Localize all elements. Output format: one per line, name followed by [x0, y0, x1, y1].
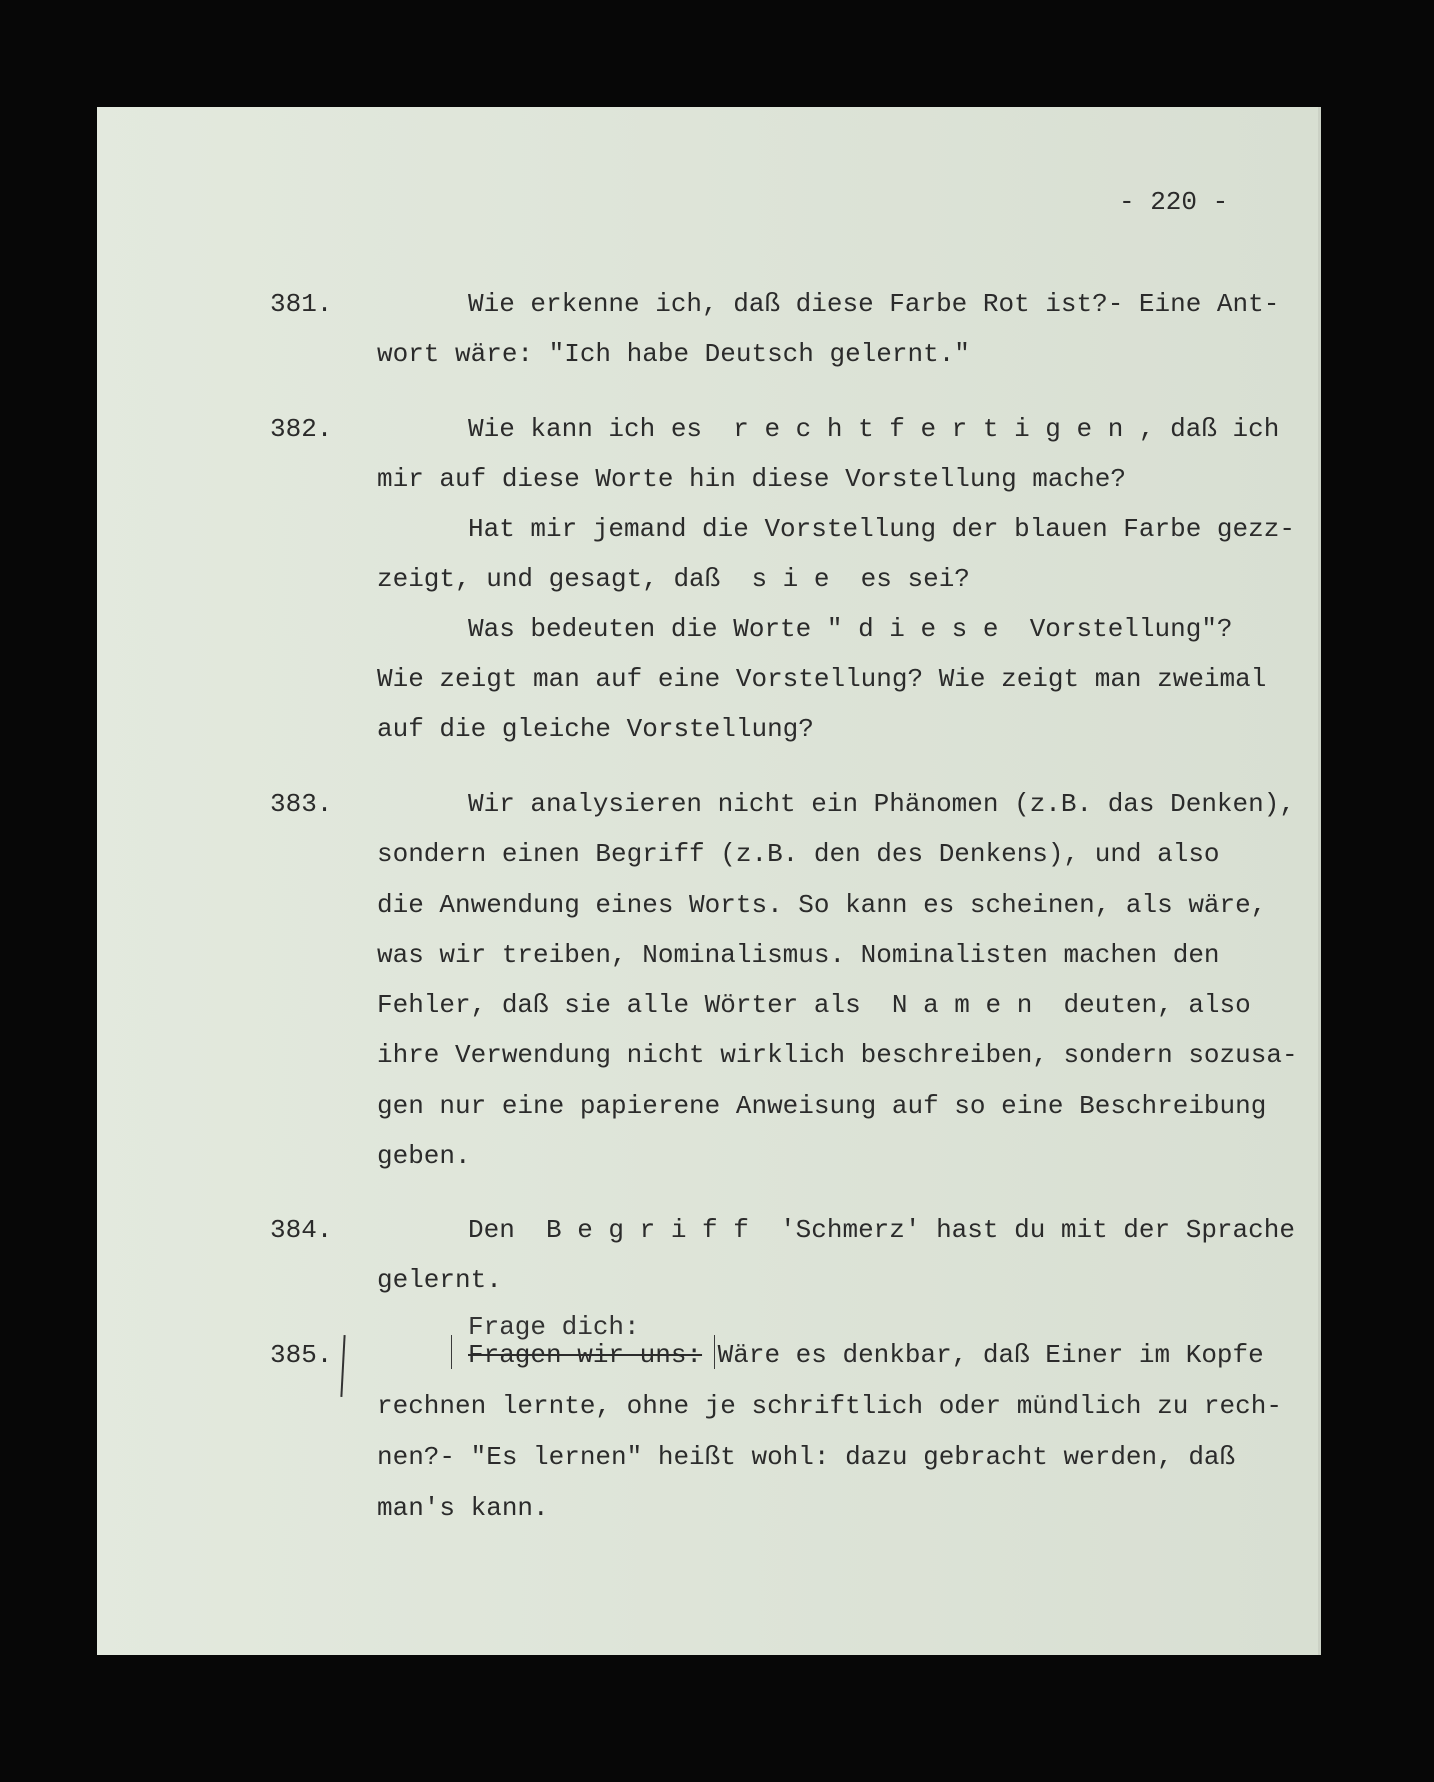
section-382-line: Wie kann ich es r e c h t f e r t i g e n , daß ich	[468, 414, 1280, 444]
section-383-line: gen nur eine papierene Anweisung auf so eine Beschreibung	[377, 1091, 1267, 1121]
section-385-line-rest: Wäre es denkbar, daß Einer im Kopfe	[702, 1340, 1264, 1370]
section-381-line: wort wäre: "Ich habe Deutsch gelernt."	[377, 339, 970, 369]
page-number: - 220 -	[1119, 187, 1229, 217]
section-383-line: Wir analysieren nicht ein Phänomen (z.B. das Denken),	[468, 789, 1295, 819]
section-383-line: Fehler, daß sie alle Wörter als N a m e n deuten, also	[377, 990, 1251, 1020]
section-number-381: 381.	[270, 289, 333, 319]
section-384-line: gelernt.	[377, 1265, 502, 1295]
margin-mark	[340, 1335, 345, 1397]
section-382-line: mir auf diese Worte hin diese Vorstellung mache?	[377, 464, 1126, 494]
section-382-line: auf die gleiche Vorstellung?	[377, 714, 814, 744]
struck-text: Fragen wir uns:	[468, 1340, 703, 1370]
section-385-line: man's kann.	[377, 1493, 549, 1523]
section-385-line: nen?- "Es lernen" heißt wohl: dazu gebracht werden, daß	[377, 1442, 1236, 1472]
section-383-line: die Anwendung eines Worts. So kann es scheinen, als wäre,	[377, 890, 1267, 920]
section-382-line: Was bedeuten die Worte " d i e s e Vorstellung"?	[468, 614, 1233, 644]
typescript-page	[97, 107, 1321, 1655]
section-number-385: 385.	[270, 1340, 333, 1370]
section-383-line: sondern einen Begriff (z.B. den des Denkens), und also	[377, 839, 1220, 869]
section-number-382: 382.	[270, 414, 333, 444]
section-382-line: zeigt, und gesagt, daß s i e es sei?	[377, 564, 970, 594]
handwritten-insertion: Frage dich:	[468, 1312, 640, 1342]
section-number-383: 383.	[270, 789, 333, 819]
section-383-line: ihre Verwendung nicht wirklich beschreiben, sondern sozusa-	[377, 1040, 1298, 1070]
section-385-first-line	[468, 1342, 1264, 1368]
section-385-line: rechnen lernte, ohne je schriftlich oder mündlich zu rech-	[377, 1391, 1282, 1421]
section-381-line: Wie erkenne ich, daß diese Farbe Rot ist?- Eine Ant-	[468, 289, 1280, 319]
section-383-line: was wir treiben, Nominalismus. Nominalisten machen den	[377, 940, 1220, 970]
section-384-line: Den B e g r i f f 'Schmerz' hast du mit der Sprache	[468, 1215, 1295, 1245]
section-382-line: Hat mir jemand die Vorstellung der blauen Farbe gezz-	[468, 514, 1295, 544]
section-number-384: 384.	[270, 1215, 333, 1245]
section-383-line: geben.	[377, 1141, 471, 1171]
section-382-line: Wie zeigt man auf eine Vorstellung? Wie zeigt man zweimal	[377, 664, 1267, 694]
